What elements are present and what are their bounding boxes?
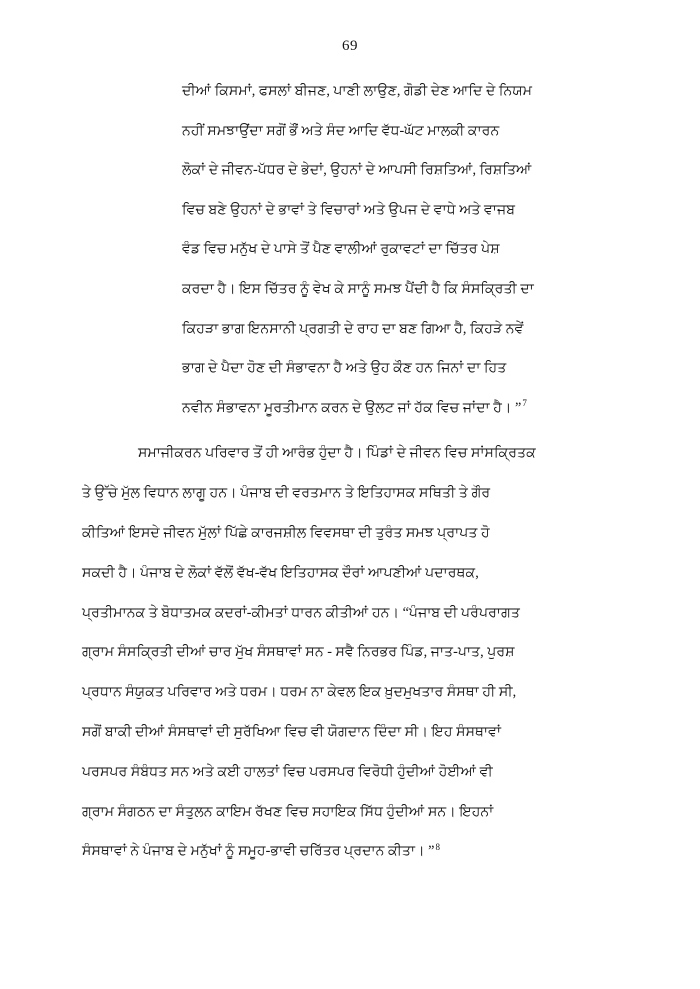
text-line: ਸਕਦੀ ਹੈ। ਪੰਜਾਬ ਦੇ ਲੋਕਾਂ ਵੱਲੋਂ ਵੱਖ-ਵੱਖ ਇਤਿਹਾਸਕ ਦੌਰਾਂ ਆਪਣੀਆਂ ਪਦਾਰਥਕ, [82,564,479,581]
text-line: ਦੀਆਂ ਕਿਸਮਾਂ, ਫਸਲਾਂ ਬੀਜਣ, ਪਾਣੀ ਲਾਉਣ, ਗੋਡੀ ਦੇਣ ਆਦਿ ਦੇ ਨਿਯਮ [182,83,533,99]
body-paragraph [82,434,640,872]
text-line: ਵਿਚ ਬਣੇ ਉਹਨਾਂ ਦੇ ਭਾਵਾਂ ਤੇ ਵਿਚਾਰਾਂ ਅਤੇ ਉਪਜ ਦੇ ਵਾਧੇ ਅਤੇ ਵਾਜਬ [182,201,516,218]
page-number: 69 [342,38,358,54]
text-line: ਪ੍ਰਧਾਨ ਸੰਯੁਕਤ ਪਰਿਵਾਰ ਅਤੇ ਧਰਮ। ਧਰਮ ਨਾ ਕੇਵਲ ਇਕ ਖ਼ੁਦਮੁਖਤਾਰ ਸੰਸਥਾ ਹੀ ਸੀ, [82,684,517,701]
text-line: ਗ੍ਰਾਮ ਸੰਸਕ੍ਰਿਤੀ ਦੀਆਂ ਚਾਰ ਮੁੱਖ ਸੰਸਥਾਵਾਂ ਸਨ - ਸਵੈ ਨਿਰਭਰ ਪਿੰਡ, ਜਾਤ-ਪਾਤ, ਪੁਰਸ਼ [82,644,515,661]
text-line: ਪ੍ਰਤੀਮਾਨਕ ਤੇ ਬੋਧਾਤਮਕ ਕਦਰਾਂ-ਕੀਮਤਾਂ ਧਾਰਨ ਕੀਤੀਆਂ ਹਨ। “ਪੰਜਾਬ ਦੀ ਪਰੰਪਰਾਗਤ [82,604,520,621]
text-line: ਪਰਸਪਰ ਸੰਬੰਧਤ ਸਨ ਅਤੇ ਕਈ ਹਾਲਤਾਂ ਵਿਚ ਪਰਸਪਰ ਵਿਰੋਧੀ ਹੁੰਦੀਆਂ ਹੋਈਆਂ ਵੀ [82,763,493,780]
text-line: ਤੇ ਉੱਚੇ ਮੁੱਲ ਵਿਧਾਨ ਲਾਗੂ ਹਨ। ਪੰਜਾਬ ਦੀ ਵਰਤਮਾਨ ਤੇ ਇਤਿਹਾਸਕ ਸਥਿਤੀ ਤੇ ਗੌਰ [82,485,491,502]
quote-paragraph [182,72,572,428]
text-line-final-text: ਸੰਸਥਾਵਾਂ ਨੇ ਪੰਜਾਬ ਦੇ ਮਨੁੱਖਾਂ ਨੂੰ ਸਮੂਹ-ਭਾਵੀ ਚਰਿੱਤਰ ਪ੍ਰਦਾਨ ਕੀਤਾ। ” [82,843,435,860]
page-body [0,72,700,872]
text-line: ਕਿਹੜਾ ਭਾਗ ਇਨਸਾਨੀ ਪ੍ਰਗਤੀ ਦੇ ਰਾਹ ਦਾ ਬਣ ਗਿਆ ਹੈ, ਕਿਹੜੇ ਨਵੇਂ [182,320,524,337]
text-line: ਸਗੋਂ ਬਾਕੀ ਦੀਆਂ ਸੰਸਥਾਵਾਂ ਦੀ ਸੁਰੱਖਿਆ ਵਿਚ ਵੀ ਯੋਗਦਾਨ ਦਿੰਦਾ ਸੀ। ਇਹ ਸੰਸਥਾਵਾਂ [82,723,501,740]
text-line: ਕੀਤਿਆਂ ਇਸਦੇ ਜੀਵਨ ਮੁੱਲਾਂ ਪਿੱਛੇ ਕਾਰਜਸ਼ੀਲ ਵਿਵਸਥਾ ਦੀ ਤੁਰੰਤ ਸਮਝ ਪ੍ਰਾਪਤ ਹੋ [82,524,490,541]
text-line-final-text: ਨਵੀਨ ਸੰਭਾਵਨਾ ਮੂਰਤੀਮਾਨ ਕਰਨ ਦੇ ਉਲਟ ਜਾਂ ਹੱਕ ਵਿਚ ਜਾਂਦਾ ਹੈ। ” [182,399,522,416]
text-line: ਕਰਦਾ ਹੈ। ਇਸ ਚਿੱਤਰ ਨੂੰ ਵੇਖ ਕੇ ਸਾਨੂੰ ਸਮਝ ਪੈਂਦੀ ਹੈ ਕਿ ਸੰਸਕ੍ਰਿਤੀ ਦਾ [182,280,534,297]
text-line: ਨਹੀਂ ਸਮਝਾਉਂਦਾ ਸਗੋਂ ਭੌਂ ਅਤੇ ਸੰਦ ਆਦਿ ਵੱਧ-ਘੱਟ ਮਾਲਕੀ ਕਾਰਨ [182,122,500,139]
text-line: ਵੰਡ ਵਿਚ ਮਨੁੱਖ ਦੇ ਪਾਸੇ ਤੋਂ ਪੈਣ ਵਾਲੀਆਂ ਰੁਕਾਵਟਾਂ ਦਾ ਚਿੱਤਰ ਪੇਸ਼ [182,241,500,258]
text-line: ਸਮਾਜੀਕਰਨ ਪਰਿਵਾਰ ਤੋਂ ਹੀ ਆਰੰਭ ਹੁੰਦਾ ਹੈ। ਪਿੰਡਾਂ ਦੇ ਜੀਵਨ ਵਿਚ ਸਾਂਸਕ੍ਰਿਤਕ [138,445,536,462]
text-line-final [182,389,572,429]
text-line-final [82,832,640,872]
text-line: ਗ੍ਰਾਮ ਸੰਗਠਨ ਦਾ ਸੰਤੁਲਨ ਕਾਇਮ ਰੱਖਣ ਵਿਚ ਸਹਾਇਕ ਸਿੱਧ ਹੁੰਦੀਆਂ ਸਨ। ਇਹਨਾਂ [82,803,494,820]
footnote-marker: 7 [522,398,527,409]
text-line: ਭਾਗ ਦੇ ਪੈਦਾ ਹੋਣ ਦੀ ਸੰਭਾਵਨਾ ਹੈ ਅਤੇ ਉਹ ਕੌਣ ਹਨ ਜਿਨਾਂ ਦਾ ਹਿਤ [182,360,507,377]
text-line: ਲੋਕਾਂ ਦੇ ਜੀਵਨ-ਪੱਧਰ ਦੇ ਭੇਦਾਂ, ਉਹਨਾਂ ਦੇ ਆਪਸੀ ਰਿਸ਼ਤਿਆਂ, ਰਿਸ਼ਤਿਆਂ [182,162,532,179]
footnote-marker: 8 [435,841,440,852]
